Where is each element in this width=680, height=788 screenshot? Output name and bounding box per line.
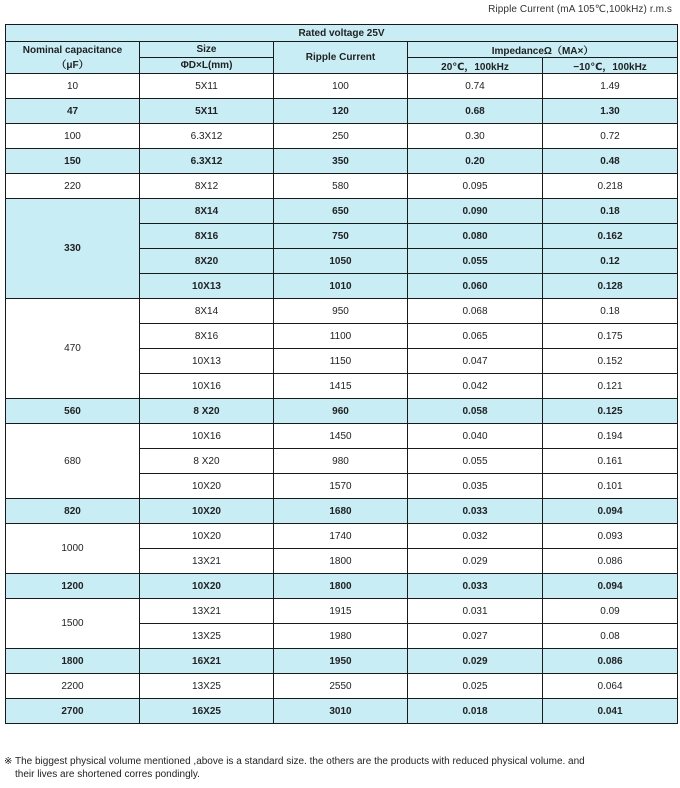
cell-impedance-minus10c: 0.09 [543,599,678,624]
cell-impedance-20c: 0.20 [408,149,543,174]
table-row [6,399,678,424]
cell-impedance-20c: 0.025 [408,674,543,699]
capacitor-spec-table [5,24,678,724]
cell-size: 10X20 [140,524,274,549]
cell-ripple-current: 1450 [274,424,408,449]
cell-capacitance: 1000 [6,524,140,574]
cell-capacitance: 470 [6,299,140,399]
cell-ripple-current: 1010 [274,274,408,299]
cell-ripple-current: 580 [274,174,408,199]
cell-size: 6.3X12 [140,149,274,174]
cell-ripple-current: 1950 [274,649,408,674]
cell-impedance-minus10c: 0.48 [543,149,678,174]
cell-impedance-20c: 0.080 [408,224,543,249]
cell-impedance-minus10c: 0.72 [543,124,678,149]
header-capacitance-label: Nominal capacitance [22,44,123,56]
cell-impedance-20c: 0.029 [408,649,543,674]
table-title: Rated voltage 25V [6,25,678,42]
cell-size: 13X25 [140,674,274,699]
cell-capacitance: 1200 [6,574,140,599]
header-impedance-20c: 20℃，100kHz [408,58,543,74]
table-row [6,599,678,624]
table-body [6,74,678,724]
cell-size: 8X16 [140,324,274,349]
cell-impedance-20c: 0.74 [408,74,543,99]
table-row [6,674,678,699]
cell-capacitance: 220 [6,174,140,199]
cell-size: 13X21 [140,599,274,624]
cell-ripple-current: 1680 [274,499,408,524]
cell-impedance-20c: 0.055 [408,449,543,474]
cell-size: 10X13 [140,349,274,374]
cell-capacitance: 1500 [6,599,140,649]
cell-impedance-20c: 0.068 [408,299,543,324]
cell-capacitance: 1800 [6,649,140,674]
cell-ripple-current: 100 [274,74,408,99]
cell-impedance-minus10c: 0.18 [543,299,678,324]
cell-impedance-minus10c: 0.175 [543,324,678,349]
cell-ripple-current: 1915 [274,599,408,624]
cell-capacitance: 10 [6,74,140,99]
cell-capacitance: 680 [6,424,140,499]
cell-impedance-20c: 0.033 [408,499,543,524]
cell-impedance-20c: 0.058 [408,399,543,424]
header-impedance-minus10c: −10℃，100kHz [543,58,678,74]
cell-capacitance: 47 [6,99,140,124]
cell-impedance-20c: 0.042 [408,374,543,399]
cell-ripple-current: 1980 [274,624,408,649]
cell-ripple-current: 3010 [274,699,408,724]
cell-size: 8X20 [140,249,274,274]
footnote-line-2: their lives are shortened corres pondingly. [15,769,200,780]
cell-size: 10X13 [140,274,274,299]
cell-capacitance: 100 [6,124,140,149]
table-row [6,74,678,99]
cell-impedance-20c: 0.029 [408,549,543,574]
cell-capacitance: 150 [6,149,140,174]
cell-impedance-20c: 0.035 [408,474,543,499]
cell-impedance-minus10c: 0.125 [543,399,678,424]
ripple-current-note: Ripple Current (mA 105℃,100kHz) r.m.s [488,4,672,15]
cell-impedance-minus10c: 0.041 [543,699,678,724]
cell-capacitance: 2700 [6,699,140,724]
cell-ripple-current: 1150 [274,349,408,374]
footnote [4,755,676,781]
cell-impedance-minus10c: 0.162 [543,224,678,249]
cell-ripple-current: 960 [274,399,408,424]
cell-ripple-current: 950 [274,299,408,324]
cell-size: 10X16 [140,424,274,449]
cell-size: 8X14 [140,199,274,224]
header-size-unit: ΦD×L(mm) [140,58,274,74]
table-row [6,99,678,124]
table-row [6,124,678,149]
footnote-line-1: ※ The biggest physical volume mentioned ,above is a standard size. the others are the products with reduced physical volume. and [4,756,585,767]
cell-impedance-20c: 0.065 [408,324,543,349]
header-capacitance-unit: （μF） [56,59,89,71]
cell-impedance-20c: 0.018 [408,699,543,724]
cell-impedance-20c: 0.040 [408,424,543,449]
table-row [6,649,678,674]
cell-impedance-20c: 0.047 [408,349,543,374]
cell-ripple-current: 1100 [274,324,408,349]
header-impedance: ImpedanceΩ（MA×） [408,42,678,58]
cell-impedance-minus10c: 0.101 [543,474,678,499]
table-row [6,524,678,549]
table-row [6,424,678,449]
cell-ripple-current: 350 [274,149,408,174]
cell-ripple-current: 1800 [274,574,408,599]
cell-size: 10X16 [140,374,274,399]
cell-impedance-minus10c: 0.086 [543,649,678,674]
cell-impedance-20c: 0.033 [408,574,543,599]
cell-ripple-current: 1050 [274,249,408,274]
table-row [6,199,678,224]
cell-ripple-current: 1415 [274,374,408,399]
cell-impedance-20c: 0.032 [408,524,543,549]
table-row [6,699,678,724]
cell-size: 13X21 [140,549,274,574]
cell-impedance-minus10c: 0.121 [543,374,678,399]
cell-ripple-current: 980 [274,449,408,474]
cell-ripple-current: 1570 [274,474,408,499]
cell-size: 5X11 [140,74,274,99]
cell-impedance-minus10c: 0.094 [543,499,678,524]
cell-impedance-20c: 0.055 [408,249,543,274]
cell-ripple-current: 2550 [274,674,408,699]
cell-impedance-20c: 0.027 [408,624,543,649]
cell-capacitance: 2200 [6,674,140,699]
cell-impedance-minus10c: 0.093 [543,524,678,549]
cell-capacitance: 820 [6,499,140,524]
cell-ripple-current: 1740 [274,524,408,549]
cell-impedance-minus10c: 1.49 [543,74,678,99]
cell-size: 10X20 [140,474,274,499]
table-row [6,174,678,199]
cell-size: 8X12 [140,174,274,199]
table-row [6,574,678,599]
header-size: Size [140,42,274,58]
cell-ripple-current: 1800 [274,549,408,574]
cell-ripple-current: 650 [274,199,408,224]
table-row [6,149,678,174]
cell-impedance-minus10c: 0.086 [543,549,678,574]
cell-size: 13X25 [140,624,274,649]
cell-size: 16X25 [140,699,274,724]
header-capacitance [6,42,140,74]
cell-impedance-minus10c: 0.094 [543,574,678,599]
cell-size: 8 X20 [140,449,274,474]
cell-size: 16X21 [140,649,274,674]
header-ripple-current: Ripple Current [274,42,408,74]
cell-impedance-minus10c: 0.12 [543,249,678,274]
cell-size: 5X11 [140,99,274,124]
cell-impedance-minus10c: 1.30 [543,99,678,124]
cell-size: 8X16 [140,224,274,249]
cell-ripple-current: 750 [274,224,408,249]
cell-capacitance: 330 [6,199,140,299]
cell-impedance-minus10c: 0.161 [543,449,678,474]
cell-impedance-minus10c: 0.08 [543,624,678,649]
cell-impedance-20c: 0.30 [408,124,543,149]
cell-size: 8X14 [140,299,274,324]
table-row [6,499,678,524]
cell-ripple-current: 120 [274,99,408,124]
cell-capacitance: 560 [6,399,140,424]
cell-impedance-minus10c: 0.128 [543,274,678,299]
cell-impedance-minus10c: 0.218 [543,174,678,199]
cell-size: 8 X20 [140,399,274,424]
cell-impedance-20c: 0.031 [408,599,543,624]
cell-impedance-20c: 0.095 [408,174,543,199]
cell-size: 10X20 [140,574,274,599]
cell-impedance-minus10c: 0.18 [543,199,678,224]
table-row [6,299,678,324]
cell-impedance-minus10c: 0.064 [543,674,678,699]
cell-size: 10X20 [140,499,274,524]
cell-impedance-20c: 0.68 [408,99,543,124]
cell-impedance-20c: 0.060 [408,274,543,299]
cell-size: 6.3X12 [140,124,274,149]
cell-impedance-minus10c: 0.152 [543,349,678,374]
cell-ripple-current: 250 [274,124,408,149]
cell-impedance-minus10c: 0.194 [543,424,678,449]
cell-impedance-20c: 0.090 [408,199,543,224]
